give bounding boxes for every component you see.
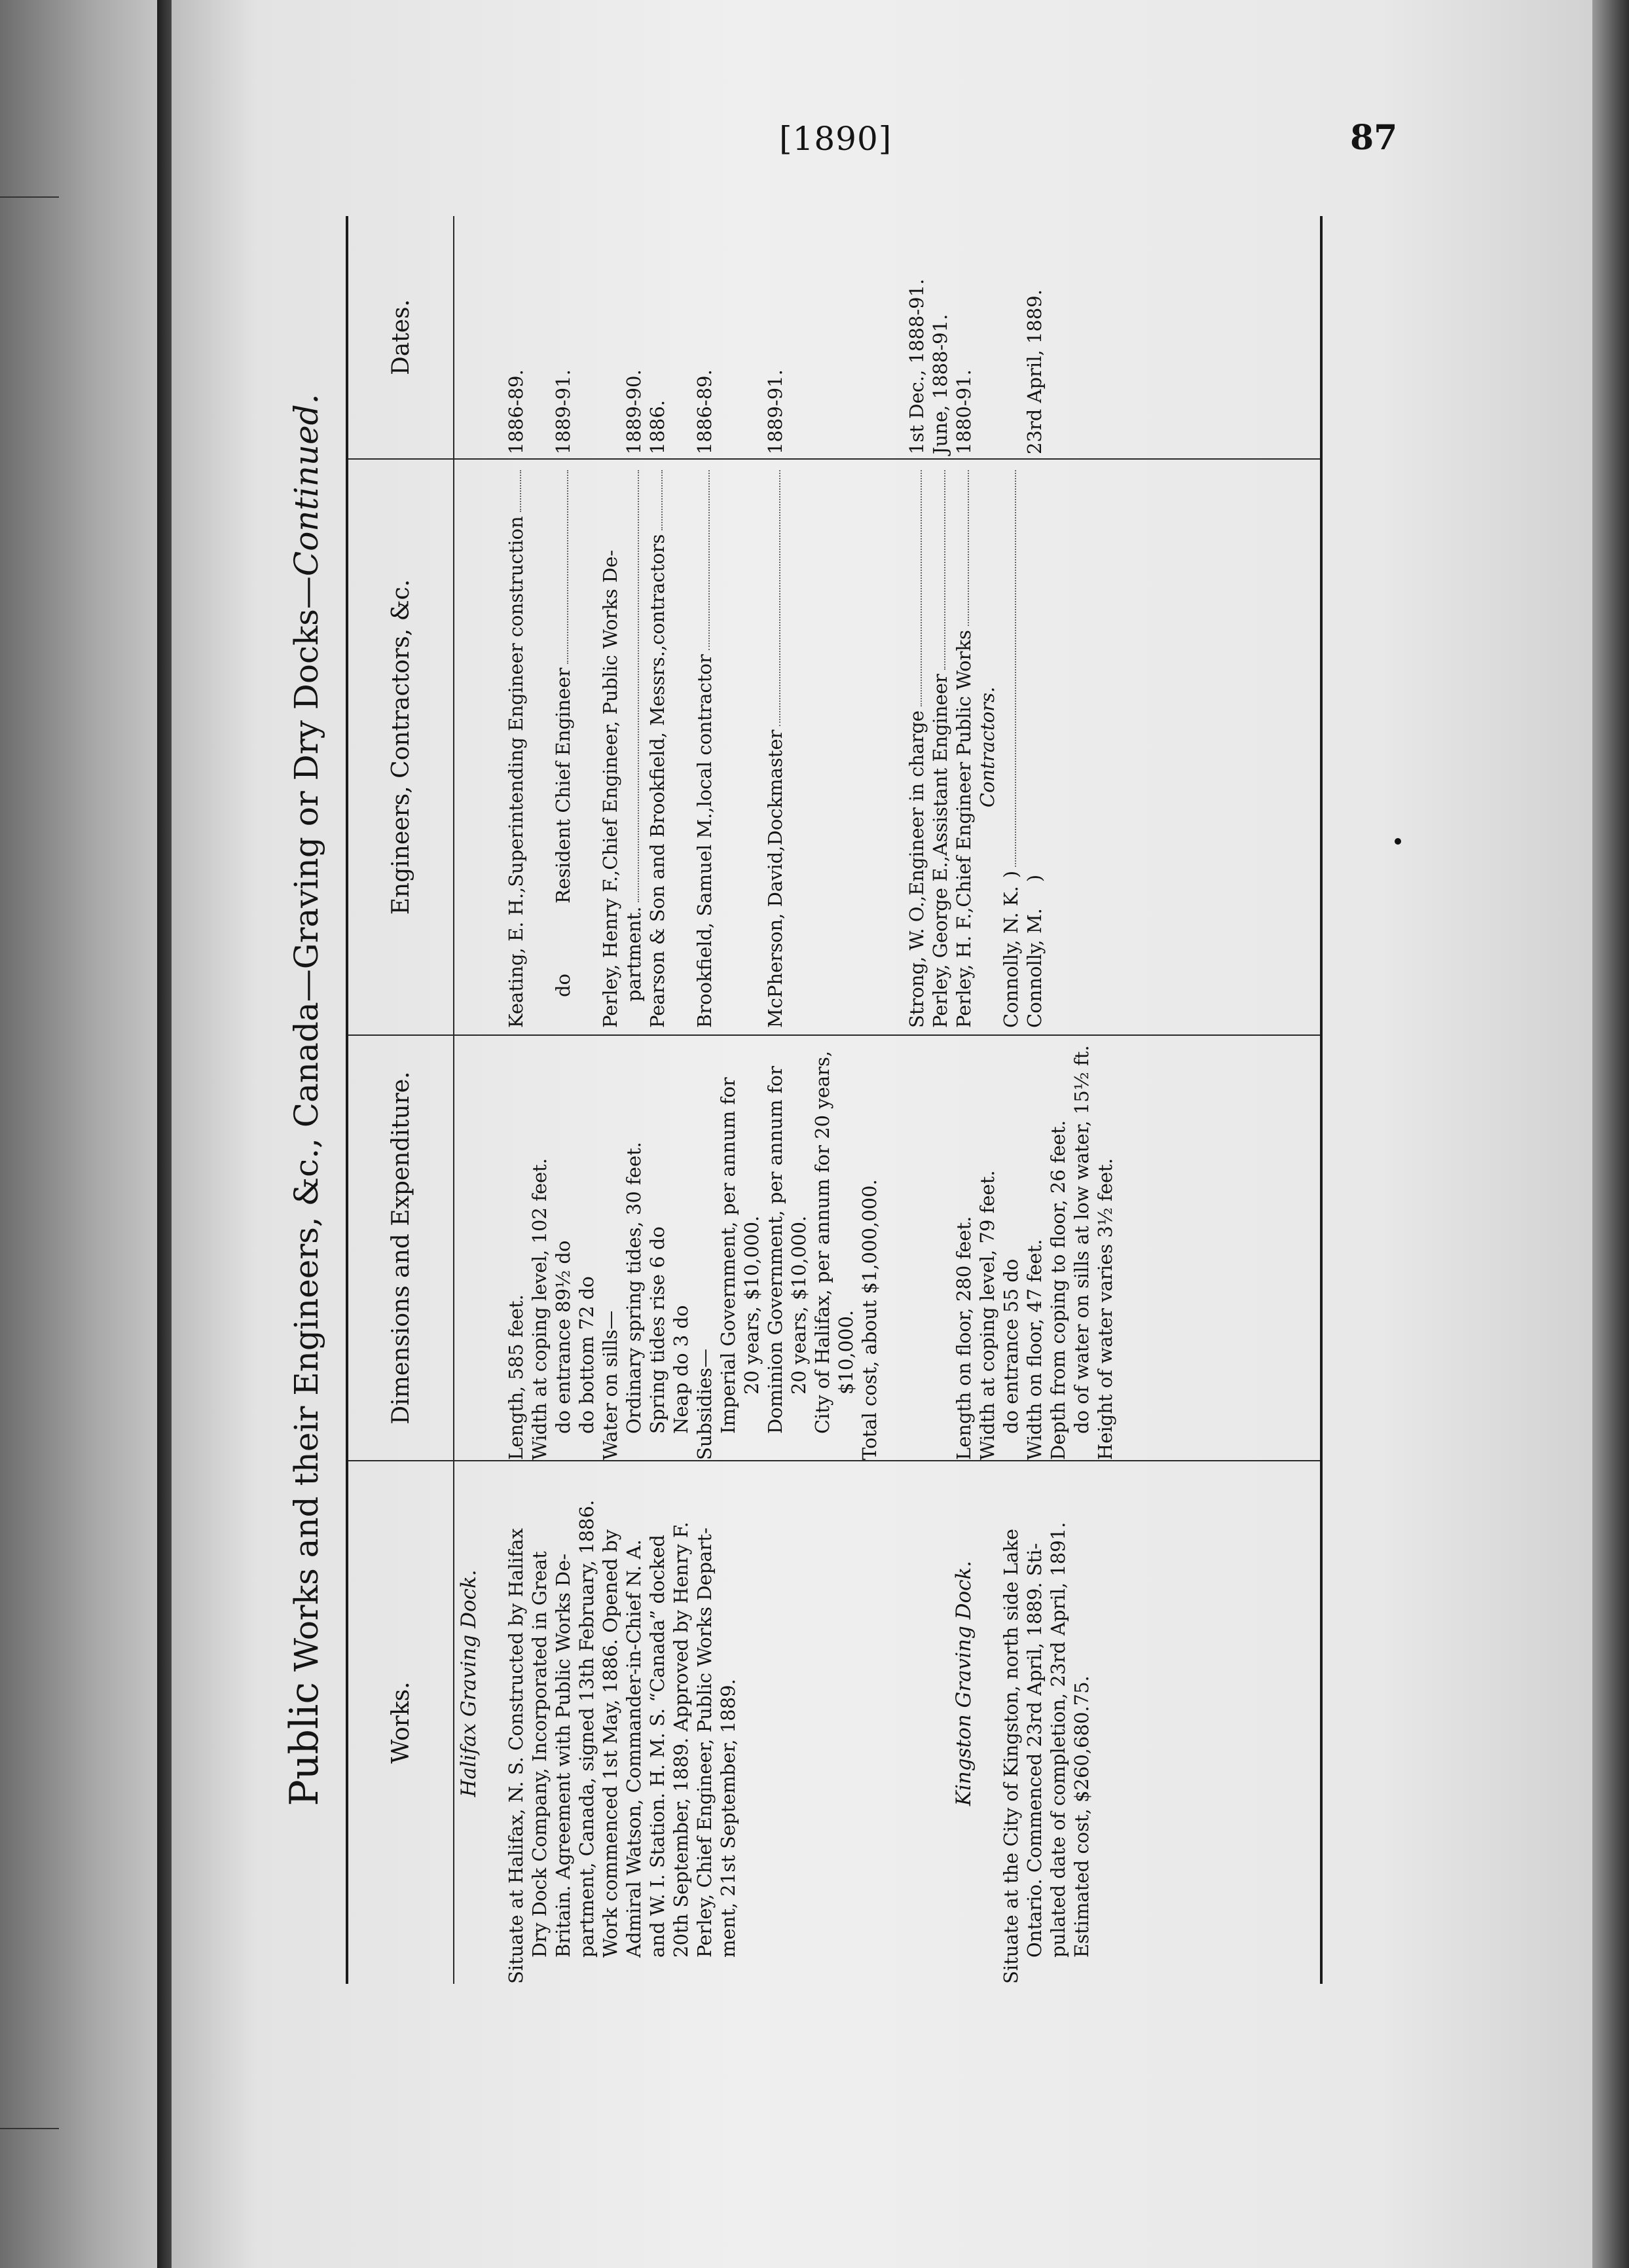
date-value: June, 1888-91. xyxy=(929,314,951,454)
table-title xyxy=(275,216,334,1984)
kingston-works-text xyxy=(999,1461,1093,1984)
contractors-heading: Contractors. xyxy=(976,686,998,808)
date-value: 1880-91. xyxy=(953,369,975,454)
text-line: Width on floor, 47 feet. xyxy=(1023,1239,1046,1460)
text-line: Britain. Agreement with Public Works De- xyxy=(552,1553,574,1958)
text-line: Estimated cost, $260,680.75. xyxy=(1071,1675,1093,1958)
engineer-entry: Keating, E. H., Superintending Engineer construction xyxy=(504,466,528,1028)
header-year: [1890] xyxy=(779,120,892,158)
text-line: Dry Dock Company, Incorporated in Great xyxy=(528,1551,551,1958)
text-line: and W. I. Station. H. M. S. “Canada” docked xyxy=(646,1535,668,1958)
previous-page-edge xyxy=(0,0,160,2268)
text-line: Width at coping level, 102 feet. xyxy=(528,1158,551,1460)
text-line: 20 years, $10,000. xyxy=(741,1215,763,1395)
text-line: Subsidies— xyxy=(693,1348,716,1460)
works-column-header: Works. xyxy=(348,1461,454,1984)
engineer-entry: Perley, George E., Assistant Engineer xyxy=(928,466,952,1028)
text-line: Length, 585 feet. xyxy=(505,1294,527,1460)
ink-spot xyxy=(1395,838,1401,845)
dates-column xyxy=(348,216,1320,458)
date-value: 1886. xyxy=(646,399,668,454)
text-line: City of Halifax, per annum for 20 years, xyxy=(811,1050,833,1434)
text-line: $10,000. xyxy=(835,1309,857,1395)
contractor-entry: Connolly, N. K. ) xyxy=(999,466,1023,1028)
text-line: Height of water varies 3½ feet. xyxy=(1094,1158,1116,1460)
contractor-entry: Connolly, M. ) xyxy=(1023,874,1046,1028)
previous-page-rule xyxy=(0,196,59,198)
page-number: 87 xyxy=(1350,118,1398,158)
page-right-edge xyxy=(1592,0,1629,2268)
text-line: Work commenced 1st May, 1886. Opened by xyxy=(599,1529,621,1958)
text-line: Total cost, about $1,000,000. xyxy=(858,1179,881,1460)
dimensions-column-header: Dimensions and Expenditure. xyxy=(348,1036,454,1460)
engineer-entry: do Resident Chief Engineer xyxy=(551,466,575,1028)
text-line: partment, Canada, signed 13th February, 1886. xyxy=(576,1499,598,1958)
text-line: do entrance 55 do xyxy=(1000,1258,1022,1434)
date-value: 1886-89. xyxy=(693,369,716,454)
date-value: 1st Dec., 1888-91. xyxy=(906,278,928,454)
date-value: 1886-89. xyxy=(505,369,527,454)
engineer-entry: Pearson & Son and Brookfield, Messrs., contractors xyxy=(646,466,669,1028)
engineer-entry: Strong, W. O., Engineer in charge xyxy=(905,466,928,1028)
text-line: 20th September, 1889. Approved by Henry F. xyxy=(670,1522,692,1958)
rotated-table-block xyxy=(275,216,1323,1984)
date-value: 23rd April, 1889. xyxy=(1023,289,1046,454)
title-prefix: Public xyxy=(282,1682,327,1806)
title-text: Works and their Engineers, &c., Canada—Graving or Dry Docks— xyxy=(287,576,325,1683)
title-continued: Continued. xyxy=(287,393,325,577)
text-line: do bottom 72 do xyxy=(576,1276,598,1434)
text-line: Width at coping level, 79 feet. xyxy=(976,1170,998,1460)
date-value: 1889-91. xyxy=(764,369,786,454)
text-line: Admiral Watson, Commander-in-Chief N. A. xyxy=(623,1539,645,1958)
engineer-entry: Perley, Henry F., Chief Engineer, Public Works De- xyxy=(599,549,621,1028)
previous-page-rule xyxy=(0,2128,59,2129)
text-line: Situate at the City of Kingston, north side Lake xyxy=(1000,1528,1022,1984)
halifax-works-text xyxy=(504,1461,740,1984)
engineers-column xyxy=(348,458,1320,1034)
halifax-heading: Halifax Graving Dock. xyxy=(457,1569,481,1797)
text-line: Spring tides rise 6 do xyxy=(646,1226,668,1434)
date-value: 1889-91. xyxy=(552,369,574,454)
engineers-column-header: Engineers, Contractors, &c. xyxy=(348,460,454,1034)
works-column xyxy=(348,1460,1320,1984)
text-line: Length on floor, 280 feet. xyxy=(953,1216,975,1460)
text-line: Neap do 3 do xyxy=(670,1305,692,1434)
engineer-entry-continued: partment. xyxy=(622,466,646,1028)
text-line: Perley, Chief Engineer, Public Works Depart- xyxy=(693,1527,716,1958)
text-line: do entrance 89½ do xyxy=(552,1240,574,1434)
kingston-heading: Kingston Graving Dock. xyxy=(952,1560,976,1806)
dates-column-header: Dates. xyxy=(348,216,454,458)
text-line: ment, 21st September, 1889. xyxy=(717,1679,739,1958)
text-line: Depth from coping to floor, 26 feet. xyxy=(1047,1120,1069,1460)
date-value: 1889-90. xyxy=(623,369,645,454)
engineer-entry: Perley, H. F., Chief Engineer Public Works xyxy=(952,466,976,1028)
engineer-entry: McPherson, David, Dockmaster xyxy=(763,466,787,1028)
text-line: Water on sills— xyxy=(599,1310,621,1460)
dimensions-column xyxy=(348,1034,1320,1460)
engineer-entry: Brookfield, Samuel M., local contractor xyxy=(693,466,716,1028)
text-line: Ontario. Commenced 23rd April, 1889. Sti- xyxy=(1023,1543,1046,1958)
text-line: Situate at Halifax, N. S. Constructed by Halifax xyxy=(505,1527,527,1984)
text-line: Ordinary spring tides, 30 feet. xyxy=(623,1142,645,1434)
text-line: Dominion Government, per annum for xyxy=(764,1066,786,1434)
text-line: 20 years, $10,000. xyxy=(788,1215,810,1395)
text-line: do of water on sills at low water, 15½ ft. xyxy=(1071,1045,1093,1434)
docks-table xyxy=(346,216,1323,1984)
text-line: pulated date of completion, 23rd April, 1891. xyxy=(1047,1522,1069,1958)
text-line: Imperial Government, per annum for xyxy=(717,1077,739,1434)
